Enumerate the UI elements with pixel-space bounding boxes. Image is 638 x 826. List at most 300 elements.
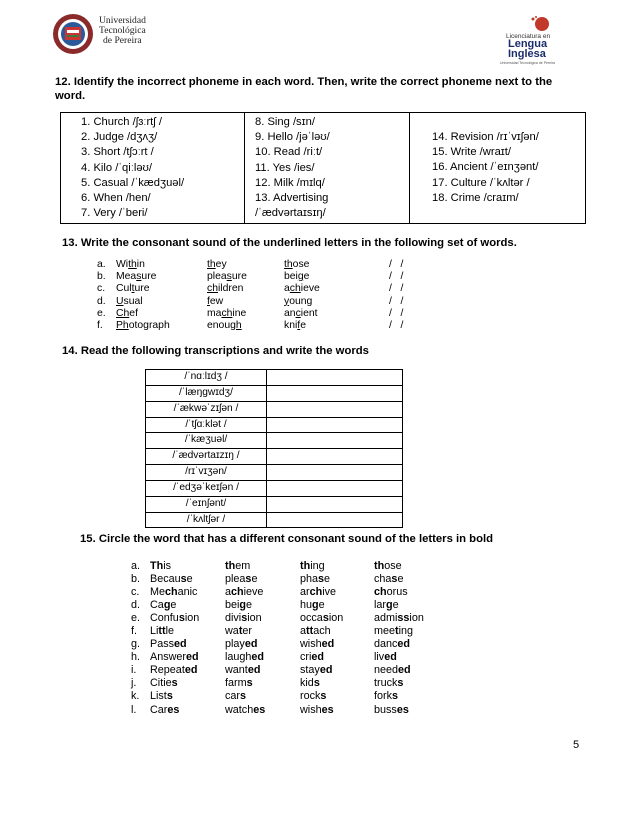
q15-word-option[interactable] (300, 651, 324, 664)
marked-letters: tt (306, 625, 314, 638)
q14-title: 14. Read the following transcriptions and write the words (62, 345, 369, 357)
q12-title-cont: word. (55, 90, 86, 102)
word-part: plea (207, 271, 227, 283)
q15-word-option[interactable] (225, 560, 250, 573)
word-part: mee (374, 625, 396, 638)
marked-letters: s (397, 677, 404, 690)
marked-letters: s (245, 573, 252, 586)
q13-row (97, 296, 427, 308)
q14-answer-cell[interactable] (267, 465, 402, 480)
q14-row (146, 464, 402, 480)
marked-letters: y (284, 295, 290, 307)
word-part: ient (300, 307, 318, 319)
word-part: ose (384, 560, 402, 572)
q13-word (116, 308, 138, 320)
university-name: Universidad Tecnológica de Pereira (99, 15, 146, 46)
q14-transcription: /ˈkæʒuəl/ (146, 433, 267, 448)
q15-letter: f. (131, 625, 137, 638)
q15-word-option[interactable] (225, 664, 260, 677)
word-part: ion (184, 612, 200, 625)
q15-word-option[interactable] (150, 664, 197, 677)
word-part: e (170, 599, 177, 612)
q13-word (116, 283, 150, 295)
q15-word-option[interactable] (225, 599, 252, 612)
q15-word-option[interactable] (225, 625, 252, 638)
marked-letters: c (295, 307, 301, 319)
word-part: anic (177, 586, 198, 599)
q13-row (97, 308, 427, 320)
marked-letters: Th (150, 560, 164, 572)
word-part: admi (374, 612, 398, 625)
marked-letters: g (312, 599, 319, 612)
q14-answer-cell[interactable] (267, 481, 402, 496)
q13-word (284, 308, 318, 320)
q14-answer-cell[interactable] (267, 386, 402, 401)
marked-letters: ed (247, 664, 261, 677)
q15-word-option[interactable] (225, 651, 264, 664)
q15-word-option[interactable] (150, 638, 187, 651)
q14-answer-cell[interactable] (267, 497, 402, 512)
q14-transcription: /rɪˈvɪʒən/ (146, 465, 267, 480)
q15-letter: a. (131, 560, 141, 572)
q15-word-option[interactable] (225, 612, 262, 625)
q15-word-option[interactable] (374, 560, 402, 573)
word-part: Pass (150, 638, 175, 651)
q15-word-option[interactable] (300, 612, 343, 625)
q13-letter: d. (97, 295, 106, 307)
q13-word (284, 296, 312, 308)
word-part: ure (141, 271, 157, 283)
word-part: e (392, 599, 399, 612)
marked-letters: s (318, 573, 325, 586)
q15-word-option[interactable] (225, 690, 246, 703)
q15-row (131, 573, 441, 586)
q15-word-option[interactable] (300, 677, 320, 690)
q15-letter: j. (131, 677, 137, 690)
q15-letter: l. (131, 703, 137, 716)
q15-word-option[interactable] (225, 573, 257, 586)
q14-answer-cell[interactable] (267, 402, 402, 417)
word-part: bei (284, 271, 298, 283)
word-part: ion (247, 612, 262, 625)
marked-letters: th (207, 259, 216, 270)
q12-item: 10. Read /riːt/ (255, 146, 323, 159)
word-part: Repeat (150, 664, 185, 677)
word-part: Cul (116, 283, 132, 295)
q15-title: 15. Circle the word that has a different consonant sound of the letters in bold (80, 533, 494, 545)
marked-letters: s (322, 612, 329, 625)
q13-word (207, 271, 247, 283)
marked-letters: es (253, 703, 266, 716)
q15-word-option[interactable] (300, 704, 334, 717)
word-part: Answer (150, 651, 187, 664)
word-part: orus (386, 586, 408, 599)
q15-word-option[interactable] (374, 599, 399, 612)
q15-word-option[interactable] (374, 704, 409, 717)
q15-letter: b. (131, 573, 141, 586)
q13-answer-slot[interactable]: / / (389, 307, 404, 319)
marked-letters: th (374, 560, 385, 572)
word-part: ew (209, 295, 224, 307)
marked-letters: U (116, 295, 124, 307)
q13-word (284, 259, 309, 271)
q13-answer-slot[interactable]: / / (389, 271, 404, 283)
marked-letters: s (180, 573, 187, 586)
word-part: Car (150, 703, 168, 716)
q12-item: 12. Milk /mɪlq/ (255, 176, 325, 189)
q15-letter: h. (131, 651, 141, 664)
q15-row (131, 690, 441, 703)
marked-letters: ed (174, 638, 187, 651)
q13-letter: c. (97, 283, 106, 295)
marked-letters: th (284, 259, 293, 270)
q13-word (116, 271, 156, 283)
marked-letters: s (226, 271, 232, 283)
word-part: le (165, 625, 175, 638)
q15-word-option[interactable] (300, 586, 336, 599)
q15-row (131, 612, 441, 625)
word-part: e (300, 319, 306, 331)
marked-letters: ed (319, 664, 333, 677)
word-part: Becau (150, 573, 181, 586)
word-part: er (242, 625, 253, 638)
word-part: ildren (217, 283, 244, 295)
q14-answer-cell[interactable] (267, 449, 402, 464)
word-part: a (284, 283, 290, 295)
word-part: ure (134, 283, 150, 295)
marked-letters: ed (384, 651, 397, 664)
marked-letters: t (395, 625, 399, 638)
word-part: ing (398, 625, 414, 638)
q13-word (207, 308, 246, 320)
word-part: a (225, 586, 232, 599)
q15-word-option[interactable] (150, 625, 174, 638)
q13-word (207, 320, 242, 332)
word-part: need (374, 664, 399, 677)
q15-word-option[interactable] (225, 638, 257, 651)
word-part: pha (300, 573, 319, 586)
q13-word (284, 283, 320, 295)
q15-word-option[interactable] (150, 586, 197, 599)
word-part: ure (231, 271, 247, 283)
q12-item: 3. Short /tʃɔːrt / (81, 146, 154, 159)
q15-word-option[interactable] (150, 560, 171, 573)
q15-word-option[interactable] (374, 638, 410, 651)
q15-word-option[interactable] (150, 612, 199, 625)
q12-item: 7. Very /ˈberi/ (81, 207, 148, 220)
q15-word-option[interactable] (150, 573, 193, 586)
q13-list (97, 259, 427, 332)
program-logo: Licenciatura en Lengua Inglesa Universidad Tecnológica de Pereira (490, 12, 590, 67)
q15-word-option[interactable] (150, 677, 178, 690)
q13-letter: a. (97, 259, 106, 270)
marked-letters: t (131, 283, 135, 295)
q12-item: 14. Revision /rɪˈvɪʃən/ (432, 131, 539, 143)
q13-answer-slot[interactable]: / / (389, 259, 404, 270)
marked-letters: s (320, 690, 327, 703)
word-part: laugh (225, 651, 252, 664)
q14-transcription: /ˈædvərtaɪzɪŋ / (146, 449, 267, 464)
q14-row (146, 401, 402, 417)
word-part: ma (207, 307, 222, 319)
q13-letter: b. (97, 271, 106, 283)
q12-item: 16. Ancient /ˈeɪnʒənt/ (432, 161, 539, 174)
marked-letters: es (321, 703, 334, 716)
word-part: ine (232, 307, 247, 319)
marked-letters: gh (230, 319, 242, 331)
q15-word-option[interactable] (374, 677, 403, 690)
q13-row (97, 320, 427, 332)
word-part: liv (374, 651, 385, 664)
q15-letter: d. (131, 599, 141, 612)
marked-letters: ed (311, 651, 325, 664)
word-part: e (324, 573, 331, 586)
word-part: buss (374, 703, 397, 716)
q15-word-option[interactable] (300, 573, 330, 586)
marked-letters: ed (251, 651, 265, 664)
q14-answer-cell[interactable] (267, 433, 402, 448)
q12-table (60, 112, 586, 224)
q15-letter: c. (131, 586, 140, 599)
marked-letters: s (136, 271, 142, 283)
word-part: wa (225, 625, 239, 638)
word-part: wish (300, 703, 322, 716)
q14-row (146, 480, 402, 496)
word-part: ieve (300, 283, 320, 295)
marked-letters: s (241, 612, 248, 625)
university-seal-logo (52, 13, 94, 55)
marked-letters: es (167, 703, 180, 716)
marked-letters: Ph (116, 319, 129, 331)
q15-row (131, 586, 441, 599)
q12-item: 8. Sing /sɪn/ (255, 116, 315, 128)
q15-letter: i. (131, 664, 137, 677)
marked-letters: s (171, 677, 178, 690)
q12-col3 (432, 131, 539, 207)
q15-word-option[interactable] (225, 677, 253, 690)
q13-answer-slot[interactable]: / / (389, 319, 404, 331)
q13-word (284, 271, 309, 283)
q15-word-option[interactable] (300, 638, 334, 651)
q15-letter: e. (131, 612, 141, 625)
q13-row (97, 271, 427, 283)
word-part: ion (409, 612, 424, 625)
q15-row (131, 625, 441, 638)
word-part: cri (300, 651, 312, 664)
q15-word-option[interactable] (374, 625, 413, 638)
q15-word-option[interactable] (300, 664, 332, 677)
q12-divider-1 (244, 113, 245, 223)
q15-word-option[interactable] (300, 560, 325, 573)
q14-transcription: /ˈedʒəˈkeɪʃən / (146, 481, 267, 496)
q15-word-option[interactable] (225, 704, 265, 717)
word-part: a (300, 625, 307, 638)
marked-letters: s (246, 677, 253, 690)
marked-letters: ch (231, 586, 244, 599)
q12-item: 9. Hello /jəˈləʊ/ (255, 131, 330, 144)
marked-letters: g (386, 599, 393, 612)
marked-letters: th (128, 259, 137, 270)
marked-letters: f (297, 319, 301, 331)
q15-word-option[interactable] (150, 651, 199, 664)
word-part: in (136, 259, 145, 270)
marked-letters: s (178, 612, 185, 625)
word-part: em (235, 560, 251, 572)
q12-item: 18. Crime /craɪm/ (432, 191, 519, 204)
q14-transcription: /ˈkʌltʃər / (146, 513, 267, 528)
word-part: ar (300, 586, 310, 599)
q14-transcription: /ˈækwəˈzɪʃən / (146, 402, 267, 417)
marked-letters: ed (184, 664, 198, 677)
marked-letters: s (391, 573, 398, 586)
q15-word-option[interactable] (374, 586, 408, 599)
marked-letters: Ch (116, 307, 130, 319)
marked-letters: th (225, 560, 236, 572)
word-part: e (397, 573, 404, 586)
q15-letter: g. (131, 638, 141, 651)
word-part: otograph (128, 319, 170, 331)
q15-word-option[interactable] (150, 690, 173, 703)
q13-row (97, 259, 427, 271)
q14-transcription: /ˈeɪnʃənt/ (146, 497, 267, 512)
q15-word-option[interactable] (374, 612, 424, 625)
q13-word (207, 283, 243, 295)
word-part: oung (289, 295, 313, 307)
q14-row (146, 496, 402, 512)
marked-letters: ed (244, 638, 258, 651)
q15-word-option[interactable] (300, 599, 325, 612)
q13-word (116, 259, 145, 271)
marked-letters: ed (397, 638, 411, 651)
q13-title: 13. Write the consonant sound of the underlined letters in the following set of words. (62, 237, 517, 249)
q15-row (131, 599, 441, 612)
word-part: ose (292, 259, 310, 270)
marked-letters: ch (309, 586, 323, 599)
word-part: danc (374, 638, 398, 651)
q12-item: 13. Advertising (255, 191, 329, 204)
q12-item: 6. When /hen/ (81, 191, 151, 204)
q15-row (131, 638, 441, 651)
word-part: car (225, 690, 240, 703)
marked-letters: ch (165, 586, 178, 599)
q12-item: 17. Culture /ˈkʌltər / (432, 176, 530, 189)
marked-letters: g (163, 599, 171, 612)
word-part: ieve (243, 586, 264, 599)
q15-letter: k. (131, 690, 140, 703)
word-part: ive (322, 586, 337, 599)
word-part: Me (150, 586, 165, 599)
word-part: e (318, 599, 325, 612)
word-part: farm (225, 677, 247, 690)
word-part: is (163, 560, 172, 572)
program-logo-icon (528, 14, 552, 32)
word-part: e (246, 599, 253, 612)
q15-word-option[interactable] (374, 690, 398, 703)
word-part: hu (300, 599, 313, 612)
q15-word-option[interactable] (150, 704, 179, 717)
q13-row (97, 283, 427, 295)
q15-word-option[interactable] (300, 625, 331, 638)
word-part: rock (300, 690, 321, 703)
q15-word-option[interactable] (374, 664, 411, 677)
word-part: cha (374, 573, 392, 586)
marked-letters: f (207, 295, 210, 307)
q14-row (146, 512, 402, 528)
marked-letters: g (239, 599, 247, 612)
q13-word (207, 296, 223, 308)
q15-word-option[interactable] (225, 586, 263, 599)
q15-word-option[interactable] (300, 690, 326, 703)
q13-answer-slot[interactable]: / / (389, 283, 404, 295)
marked-letters: tt (158, 625, 166, 638)
q12-divider-2 (409, 113, 410, 223)
word-part: want (225, 664, 248, 677)
word-part: kid (300, 677, 314, 690)
q15-row (131, 651, 441, 664)
q15-row (131, 664, 441, 677)
q14-answer-cell[interactable] (267, 418, 402, 433)
word-part: watch (225, 703, 254, 716)
q14-row (146, 370, 402, 385)
word-part: bei (225, 599, 240, 612)
q12-item: 11. Yes /ies/ (255, 161, 315, 174)
marked-letters: ed (186, 651, 199, 664)
word-part: play (225, 638, 245, 651)
word-part: truck (374, 677, 398, 690)
q14-answer-cell[interactable] (267, 370, 402, 385)
q15-word-option[interactable] (374, 651, 397, 664)
q15-row (131, 704, 441, 717)
marked-letters: s (240, 690, 247, 703)
word-part: Li (150, 625, 159, 638)
word-part: e (303, 271, 310, 283)
q15-word-option[interactable] (150, 599, 176, 612)
q12-item: 5. Casual /ˈkædʒuəl/ (81, 176, 185, 189)
q13-answer-slot[interactable]: / / (389, 295, 404, 307)
word-part: occa (300, 612, 323, 625)
word-part: Wi (116, 259, 129, 270)
marked-letters: s (166, 690, 173, 703)
word-part: e (251, 573, 258, 586)
q12-col1 (81, 116, 184, 222)
q13-word (207, 259, 227, 271)
word-part: ef (129, 307, 138, 319)
q13-word (116, 296, 143, 308)
q14-table (145, 369, 403, 528)
marked-letters: g (297, 271, 304, 283)
q15-word-option[interactable] (374, 573, 403, 586)
word-part: ion (328, 612, 344, 625)
q14-transcription: /ˈlæŋɡwɪdʒ/ (146, 386, 267, 401)
q12-col2 (255, 116, 330, 222)
marked-letters: ss (397, 612, 410, 625)
q14-answer-cell[interactable] (267, 513, 402, 528)
marked-letters: s (313, 677, 320, 690)
word-part: Mea (116, 271, 137, 283)
word-part: enou (207, 319, 231, 331)
word-part: plea (225, 573, 246, 586)
word-part: kni (284, 319, 298, 331)
q13-word (284, 320, 306, 332)
word-part: ey (215, 259, 227, 270)
q14-row (146, 417, 402, 433)
marked-letters: ed (321, 638, 335, 651)
q12-item: 4. Kilo /ˈqiːləʊ/ (81, 161, 153, 174)
marked-letters: ch (221, 307, 233, 319)
q14-transcription: /ˈnɑːlɪdʒ / (146, 370, 267, 385)
marked-letters: ch (207, 283, 218, 295)
word-part: Ca (150, 599, 164, 612)
